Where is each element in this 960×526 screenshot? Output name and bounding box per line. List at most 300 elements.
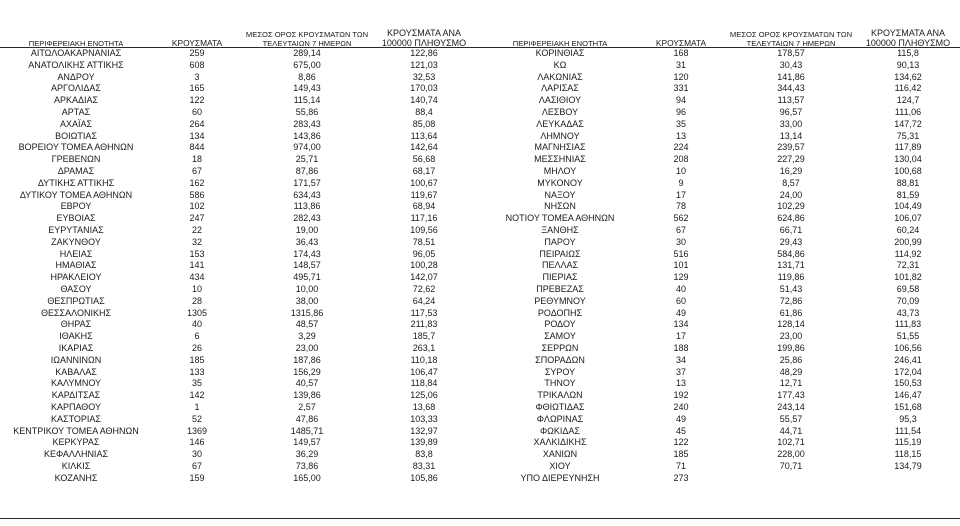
avg7-cell: 344,43: [777, 83, 805, 94]
bottom-divider: [0, 518, 960, 519]
avg7-cell: 102,71: [777, 437, 805, 448]
region-cell: ΠΕΛΛΑΣ: [541, 260, 579, 271]
avg7-cell: 3,29: [298, 331, 316, 342]
per100k-cell: 150,53: [894, 378, 922, 389]
per100k-cell: 263,1: [412, 342, 436, 353]
region-cell: ΗΜΑΘΙΑΣ: [55, 260, 97, 271]
avg7-header: ΜΕΣΟΣ ΟΡΟΣ ΚΡΟΥΣΜΑΤΩΝ ΤΩΝ ΤΕΛΕΥΤΑΙΩΝ 7 ΗΜΕΡΩΝ: [729, 30, 853, 48]
region-cell: ΠΑΡΟΥ: [544, 236, 576, 247]
avg7-cell: 10,00: [295, 283, 319, 294]
avg7-cell: 974,00: [293, 142, 321, 153]
region-cell: ΑΝΔΡΟΥ: [57, 71, 95, 82]
region-cell: ΜΗΛΟΥ: [543, 165, 577, 176]
per100k-cell: 56,68: [412, 154, 436, 165]
per100k-cell: 68,94: [412, 201, 436, 212]
per100k-cell: 72,62: [412, 283, 436, 294]
per100k-cell: 116,42: [894, 83, 922, 94]
avg7-cell: 289,14: [293, 48, 321, 58]
table-row: [484, 72, 960, 84]
per100k-cell: 113,64: [410, 130, 438, 141]
cases-cell: 35: [675, 118, 686, 129]
cases-cell: 60: [191, 106, 202, 117]
avg7-cell: 33,00: [779, 118, 803, 129]
per100k-cell: 81,59: [896, 189, 920, 200]
region-cell: ΚΕΡΚΥΡΑΣ: [52, 437, 100, 448]
per100k-cell: 85,08: [412, 118, 436, 129]
table-row: [0, 60, 476, 72]
per100k-cell: 117,53: [410, 307, 438, 318]
table-row: [0, 166, 476, 178]
table-row: [0, 355, 476, 367]
cases-cell: 35: [191, 378, 202, 389]
left-table-body: [0, 48, 476, 484]
per100k-cell: 115,8: [897, 48, 919, 58]
table-row: [0, 249, 476, 261]
cases-cell: 259: [189, 48, 205, 58]
table-row: [0, 225, 476, 237]
cases-cell: 40: [191, 319, 202, 330]
per100k-cell: 88,4: [415, 106, 433, 117]
cases-header: ΚΡΟΥΣΜΑΤΑ: [171, 38, 223, 48]
cases-cell: 192: [673, 390, 689, 401]
table-row: [0, 213, 476, 225]
table-row: [0, 201, 476, 213]
cases-cell: 1369: [186, 425, 208, 436]
avg7-cell: 149,43: [293, 83, 321, 94]
table-row: [0, 107, 476, 119]
per100k-cell: 115,19: [894, 437, 922, 448]
table-row: [484, 260, 960, 272]
region-cell: ΧΙΟΥ: [549, 460, 571, 471]
per100k-cell: 75,31: [896, 130, 920, 141]
per100k-cell: 83,8: [415, 449, 433, 460]
cases-cell: 67: [191, 165, 202, 176]
avg7-cell: 131,71: [777, 260, 805, 271]
table-row: [0, 437, 476, 449]
table-row: [0, 237, 476, 249]
avg7-cell: 187,86: [293, 354, 321, 365]
table-row: [0, 296, 476, 308]
cases-cell: 120: [673, 71, 689, 82]
cases-cell: 78: [675, 201, 686, 212]
region-cell: ΚΑΛΥΜΝΟΥ: [50, 378, 102, 389]
region-cell: ΖΑΚΥΝΘΟΥ: [51, 236, 101, 247]
avg7-cell: 36,43: [295, 236, 319, 247]
region-cell: ΥΠΟ ΔΙΕΡΕΥΝΗΣΗ: [520, 472, 600, 483]
table-row: [0, 343, 476, 355]
cases-cell: 185: [189, 354, 205, 365]
table-row: [484, 119, 960, 131]
avg7-cell: 113,86: [293, 201, 321, 212]
per100k-cell: 69,58: [896, 283, 920, 294]
region-cell: ΕΥΒΟΙΑΣ: [56, 213, 96, 224]
avg7-cell: 199,86: [777, 342, 805, 353]
cases-cell: 52: [191, 413, 202, 424]
region-cell: ΣΕΡΡΩΝ: [541, 342, 579, 353]
avg7-cell: 40,57: [295, 378, 319, 389]
region-header: ΠΕΡΙΦΕΡΕΙΑΚΗ ΕΝΟΤΗΤΑ: [28, 39, 124, 48]
cases-cell: 40: [675, 283, 686, 294]
table-row: [0, 331, 476, 343]
per100k-cell: 111,54: [894, 425, 922, 436]
table-row: [484, 95, 960, 107]
cases-cell: 142: [189, 390, 205, 401]
per100k-cell: 130,04: [894, 154, 922, 165]
table-row: [484, 355, 960, 367]
table-row: [484, 201, 960, 213]
table-row: [484, 414, 960, 426]
cases-cell: 30: [191, 449, 202, 460]
cases-cell: 224: [673, 142, 689, 153]
avg7-cell: 227,29: [777, 154, 805, 165]
cases-cell: 31: [675, 59, 686, 70]
per100k-cell: 121,03: [410, 59, 438, 70]
cases-cell: 165: [189, 83, 205, 94]
per100k-cell: 142,64: [410, 142, 438, 153]
table-row: [0, 308, 476, 320]
table-row: [0, 178, 476, 190]
cases-cell: 208: [673, 154, 689, 165]
per100k-cell: 100,28: [410, 260, 438, 271]
per100k-cell: 119,67: [410, 189, 438, 200]
table-row: [484, 437, 960, 449]
region-cell: ΚΩ: [553, 59, 567, 70]
cases-cell: 273: [673, 472, 689, 483]
region-cell: ΤΗΝΟΥ: [544, 378, 576, 389]
region-cell: ΜΕΣΣΗΝΙΑΣ: [534, 154, 586, 165]
cases-cell: 608: [189, 59, 205, 70]
table-row: [484, 426, 960, 438]
per100k-cell: 64,24: [412, 295, 436, 306]
avg7-cell: 119,86: [777, 272, 805, 283]
avg7-cell: 634,43: [293, 189, 321, 200]
avg7-cell: 70,71: [779, 460, 803, 471]
region-cell: ΚΟΡΙΝΘΙΑΣ: [535, 48, 585, 58]
cases-cell: 122: [673, 437, 689, 448]
table-row: [0, 402, 476, 414]
per100k-cell: 134,79: [894, 460, 922, 471]
table-row: [484, 190, 960, 202]
region-cell: ΚΕΝΤΡΙΚΟΥ ΤΟΜΕΑ ΑΘΗΝΩΝ: [13, 425, 139, 436]
cases-cell: 247: [189, 213, 205, 224]
per100k-cell: 185,7: [412, 331, 436, 342]
table-row: [484, 461, 960, 473]
per100k-cell: 104,49: [894, 201, 922, 212]
per100k-cell: 109,56: [410, 224, 438, 235]
avg7-cell: 239,57: [777, 142, 805, 153]
cases-cell: 18: [191, 154, 202, 165]
per100k-cell: 151,68: [894, 401, 922, 412]
cases-cell: 67: [191, 460, 202, 471]
region-cell: ΜΥΚΟΝΟΥ: [537, 177, 583, 188]
per100k-cell: 110,18: [410, 354, 438, 365]
per100k-cell: 118,84: [410, 378, 438, 389]
avg7-cell: 23,00: [779, 331, 803, 342]
table-row: [484, 402, 960, 414]
cases-cell: 264: [189, 118, 205, 129]
table-row: [0, 72, 476, 84]
region-cell: ΚΑΒΑΛΑΣ: [55, 366, 97, 377]
avg7-cell: 128,14: [777, 319, 805, 330]
region-cell: ΣΑΜΟΥ: [544, 331, 576, 342]
table-row: [484, 331, 960, 343]
table-row: [0, 473, 476, 485]
per100k-cell: 105,86: [410, 472, 438, 483]
region-cell: ΘΕΣΠΡΩΤΙΑΣ: [47, 295, 105, 306]
per100k-cell: 246,41: [894, 354, 922, 365]
table-row: [0, 367, 476, 379]
table-row: [484, 225, 960, 237]
per100k-cell: 106,47: [410, 366, 438, 377]
table-row: [0, 272, 476, 284]
region-cell: ΘΑΣΟΥ: [60, 283, 92, 294]
cases-cell: 13: [675, 130, 686, 141]
per100k-cell: 111,83: [894, 319, 922, 330]
per100k-cell: 111,06: [894, 106, 922, 117]
per100k-cell: 125,06: [410, 390, 438, 401]
avg7-cell: 29,43: [779, 236, 803, 247]
avg7-cell: 1485,71: [290, 425, 324, 436]
avg7-cell: 171,57: [293, 177, 321, 188]
region-cell: ΡΟΔΟΠΗΣ: [537, 307, 583, 318]
region-cell: ΛΑΣΙΘΙΟΥ: [538, 95, 582, 106]
cases-cell: 22: [191, 224, 202, 235]
cases-cell: 3: [194, 71, 200, 82]
per100k-cell: 211,83: [410, 319, 438, 330]
avg7-cell: 8,57: [782, 177, 800, 188]
cases-cell: 13: [675, 378, 686, 389]
region-cell: ΣΠΟΡΑΔΩΝ: [535, 354, 585, 365]
table-row: [484, 131, 960, 143]
table-row: [484, 367, 960, 379]
avg7-cell: 228,00: [777, 449, 805, 460]
cases-cell: 159: [189, 472, 205, 483]
cases-cell: 28: [191, 295, 202, 306]
cases-cell: 185: [673, 449, 689, 460]
cases-cell: 331: [673, 83, 689, 94]
per100k-cell: 103,33: [410, 413, 438, 424]
cases-cell: 45: [675, 425, 686, 436]
region-cell: ΘΕΣΣΑΛΟΝΙΚΗΣ: [40, 307, 112, 318]
per100k-header: ΚΡΟΥΣΜΑΤΑ ΑΝΑ 100000 ΠΛΗΘΥΣΜΟ: [865, 28, 951, 48]
table-row: [0, 461, 476, 473]
per100k-cell: 51,55: [896, 331, 920, 342]
cases-cell: 32: [191, 236, 202, 247]
cases-cell: 434: [189, 272, 205, 283]
per100k-cell: 13,68: [412, 401, 436, 412]
table-row: [484, 83, 960, 95]
cases-cell: 6: [194, 331, 200, 342]
right-table-body: [484, 48, 960, 484]
table-row: [484, 166, 960, 178]
cases-cell: 34: [675, 354, 686, 365]
region-cell: ΕΥΡΥΤΑΝΙΑΣ: [48, 224, 104, 235]
cases-cell: 67: [675, 224, 686, 235]
region-cell: ΛΑΡΙΣΑΣ: [541, 83, 579, 94]
table-row: [484, 213, 960, 225]
avg7-cell: 243,14: [777, 401, 805, 412]
cases-cell: 94: [675, 95, 686, 106]
table-row: [0, 142, 476, 154]
cases-cell: 134: [673, 319, 689, 330]
per100k-cell: 100,67: [410, 177, 438, 188]
region-cell: ΑΧΑΪΑΣ: [59, 118, 93, 129]
avg7-cell: 1315,86: [290, 307, 324, 318]
cases-cell: 30: [675, 236, 686, 247]
avg7-cell: 16,29: [779, 165, 803, 176]
avg7-cell: 141,86: [777, 71, 805, 82]
region-cell: ΑΡΚΑΔΙΑΣ: [53, 95, 99, 106]
avg7-cell: 51,43: [779, 283, 803, 294]
region-cell: ΝΟΤΙΟΥ ΤΟΜΕΑ ΑΘΗΝΩΝ: [505, 213, 615, 224]
region-cell: ΚΕΦΑΛΛΗΝΙΑΣ: [43, 449, 109, 460]
cases-cell: 134: [189, 130, 205, 141]
avg7-cell: 115,14: [293, 95, 321, 106]
avg7-cell: 38,00: [295, 295, 319, 306]
region-cell: ΔΥΤΙΚΗΣ ΑΤΤΙΚΗΣ: [37, 177, 115, 188]
avg7-cell: 156,29: [293, 366, 321, 377]
region-cell: ΝΗΣΩΝ: [544, 201, 576, 212]
region-cell: ΑΝΑΤΟΛΙΚΗΣ ΑΤΤΙΚΗΣ: [28, 59, 124, 70]
region-cell: ΧΑΝΙΩΝ: [542, 449, 578, 460]
region-cell: ΦΘΙΩΤΙΔΑΣ: [535, 401, 585, 412]
cases-cell: 10: [191, 283, 202, 294]
cases-cell: 10: [675, 165, 686, 176]
table-row: [0, 154, 476, 166]
avg7-cell: 149,57: [293, 437, 321, 448]
per100k-cell: 200,99: [894, 236, 922, 247]
region-cell: ΛΕΥΚΑΔΑΣ: [536, 118, 584, 129]
cases-cell: 168: [673, 48, 689, 58]
table-row: [484, 390, 960, 402]
region-cell: ΚΑΡΠΑΘΟΥ: [50, 401, 102, 412]
cases-cell: 240: [673, 401, 689, 412]
avg7-cell: 61,86: [779, 307, 803, 318]
per100k-cell: 172,04: [894, 366, 922, 377]
table-row: [0, 426, 476, 438]
avg7-cell: 113,57: [777, 95, 805, 106]
table-row: [484, 296, 960, 308]
cases-cell: 122: [189, 95, 205, 106]
region-cell: ΠΕΙΡΑΙΩΣ: [539, 248, 581, 259]
avg7-cell: 174,43: [293, 248, 321, 259]
table-row: [0, 83, 476, 95]
avg7-cell: 36,29: [295, 449, 319, 460]
avg7-cell: 44,71: [779, 425, 803, 436]
region-cell: ΠΡΕΒΕΖΑΣ: [536, 283, 584, 294]
avg7-cell: 102,29: [777, 201, 805, 212]
avg7-cell: 624,86: [777, 213, 805, 224]
cases-cell: 96: [675, 106, 686, 117]
avg7-cell: 24,00: [779, 189, 803, 200]
per100k-cell: 139,89: [410, 437, 438, 448]
region-cell: ΦΛΩΡΙΝΑΣ: [536, 413, 584, 424]
cases-cell: 516: [673, 248, 689, 259]
cases-cell: 101: [673, 260, 689, 271]
avg7-cell: 495,71: [293, 272, 321, 283]
cases-cell: 1305: [186, 307, 208, 318]
table-row: [484, 473, 960, 485]
per100k-cell: 95,3: [899, 413, 917, 424]
table-row: [0, 449, 476, 461]
region-cell: ΔΥΤΙΚΟΥ ΤΟΜΕΑ ΑΘΗΝΩΝ: [19, 189, 133, 200]
cases-cell: 9: [678, 177, 684, 188]
avg7-cell: 12,71: [779, 378, 803, 389]
cases-cell: 102: [189, 201, 205, 212]
avg7-cell: 96,57: [779, 106, 803, 117]
region-cell: ΗΛΕΙΑΣ: [59, 248, 93, 259]
region-cell: ΣΥΡΟΥ: [544, 366, 576, 377]
region-cell: ΘΗΡΑΣ: [60, 319, 92, 330]
region-cell: ΚΟΖΑΝΗΣ: [54, 472, 98, 483]
per100k-cell: 140,74: [410, 95, 438, 106]
cases-cell: 146: [189, 437, 205, 448]
avg7-cell: 675,00: [293, 59, 321, 70]
region-cell: ΝΑΞΟΥ: [544, 189, 576, 200]
region-cell: ΧΑΛΚΙΔΙΚΗΣ: [533, 437, 587, 448]
per100k-header: ΚΡΟΥΣΜΑΤΑ ΑΝΑ 100000 ΠΛΗΘΥΣΜΟ: [381, 28, 467, 48]
avg7-cell: 66,71: [779, 224, 803, 235]
region-cell: ΒΟΙΩΤΙΑΣ: [55, 130, 97, 141]
table-row: [484, 178, 960, 190]
cases-cell: 37: [675, 366, 686, 377]
table-row: [484, 272, 960, 284]
region-cell: ΙΩΑΝΝΙΝΩΝ: [50, 354, 102, 365]
region-cell: ΡΟΔΟΥ: [544, 319, 576, 330]
cases-cell: 49: [675, 413, 686, 424]
table-row: [484, 142, 960, 154]
per100k-cell: 106,56: [894, 342, 922, 353]
table-row: [484, 60, 960, 72]
avg7-cell: 584,86: [777, 248, 805, 259]
table-row: [0, 319, 476, 331]
region-cell: ΛΗΜΝΟΥ: [540, 130, 580, 141]
cases-cell: 188: [673, 342, 689, 353]
per100k-cell: 114,92: [894, 248, 922, 259]
region-cell: ΙΘΑΚΗΣ: [59, 331, 93, 342]
avg7-cell: 72,86: [779, 295, 803, 306]
avg7-cell: 25,71: [295, 154, 319, 165]
cases-cell: 129: [673, 272, 689, 283]
avg7-cell: 139,86: [293, 390, 321, 401]
per100k-cell: 146,47: [894, 390, 922, 401]
avg7-cell: 282,43: [293, 213, 321, 224]
region-cell: ΚΑΣΤΟΡΙΑΣ: [51, 413, 101, 424]
per100k-cell: 118,15: [894, 449, 922, 460]
region-cell: ΙΚΑΡΙΑΣ: [58, 342, 94, 353]
cases-cell: 49: [675, 307, 686, 318]
cases-cell: 1: [194, 401, 200, 412]
region-cell: ΡΕΘΥΜΝΟΥ: [534, 295, 586, 306]
avg7-cell: 177,43: [777, 390, 805, 401]
table-row: [484, 237, 960, 249]
avg7-cell: 25,86: [779, 354, 803, 365]
cases-cell: 133: [189, 366, 205, 377]
region-cell: ΒΟΡΕΙΟΥ ΤΟΜΕΑ ΑΘΗΝΩΝ: [18, 142, 134, 153]
per100k-cell: 90,13: [896, 59, 920, 70]
header-divider: [0, 47, 960, 48]
per100k-cell: 96,05: [412, 248, 436, 259]
table-row: [0, 260, 476, 272]
table-row: [484, 154, 960, 166]
cases-cell: 141: [189, 260, 205, 271]
per100k-cell: 72,31: [896, 260, 920, 271]
region-cell: ΑΙΤΩΛΟΑΚΑΡΝΑΝΙΑΣ: [30, 48, 122, 58]
per100k-cell: 124,7: [896, 95, 920, 106]
table-row: [484, 343, 960, 355]
region-cell: ΠΙΕΡΙΑΣ: [542, 272, 578, 283]
per100k-cell: 142,07: [410, 272, 438, 283]
